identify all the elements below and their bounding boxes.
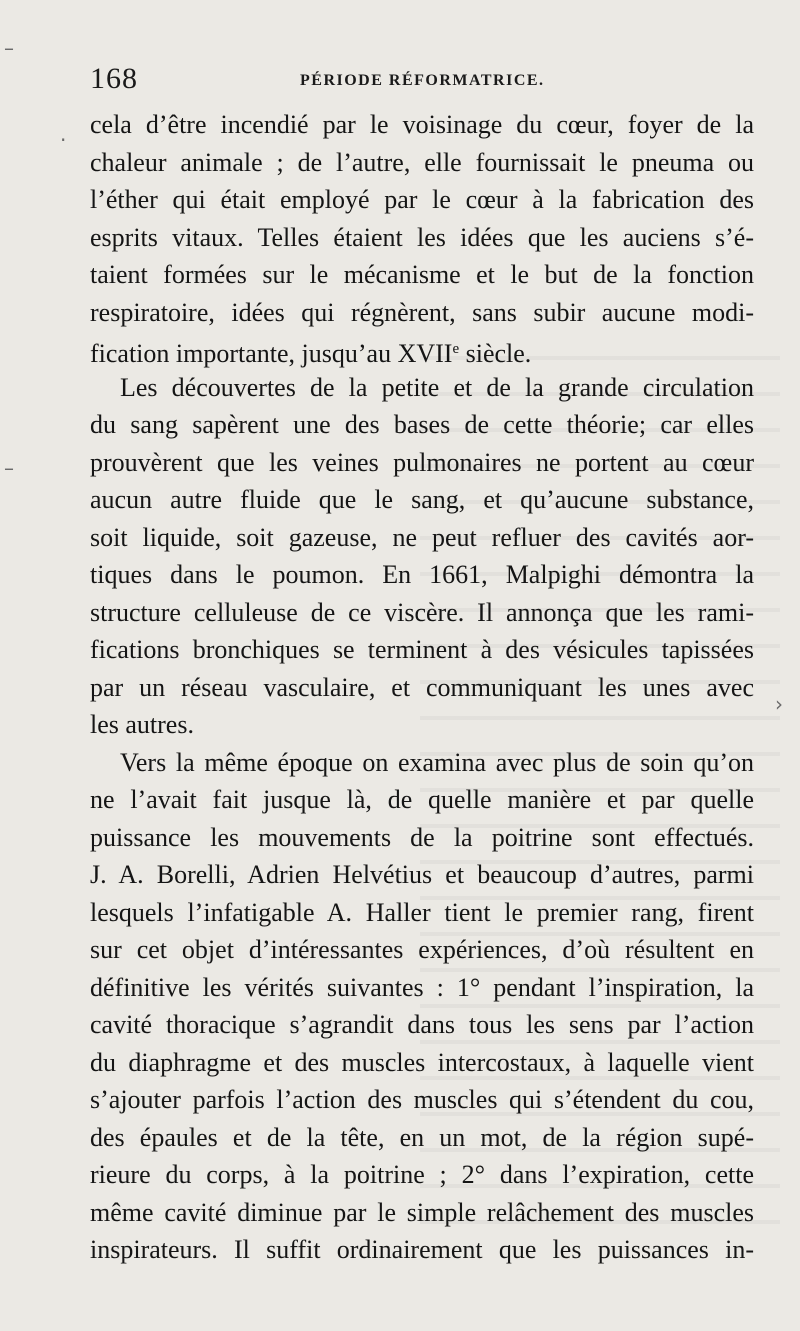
text-line: cela d’être incendié par le voisinage du cœur, foyer de la	[90, 110, 754, 139]
margin-dash-mark: –	[4, 36, 14, 60]
page-number: 168	[90, 62, 138, 95]
text-line: soit liquide, soit gazeuse, ne peut refluer des cavités aor-	[90, 522, 754, 552]
text-line: même cavité diminue par le simple relâchement des muscles	[90, 1197, 754, 1227]
text-line: Vers la même époque on examina avec plus de soin qu’on	[120, 747, 754, 777]
page-header	[90, 62, 750, 102]
text-line: structure celluleuse de ce viscère. Il annonça que les rami-	[90, 597, 754, 627]
text-line: tiques dans le poumon. En 1661, Malpighi démontra la	[90, 560, 754, 589]
text-line: définitive les vérités suivantes : 1° pendant l’inspiration, la	[90, 972, 754, 1002]
text-line-part: siècle.	[459, 339, 532, 368]
text-superscript: e	[452, 341, 460, 357]
text-line: puissance les mouvements de la poitrine sont effectués.	[90, 822, 754, 852]
text-line: esprits vitaux. Telles étaient les idées que les auciens s’é-	[90, 222, 754, 252]
body-text	[90, 106, 754, 1269]
text-line: des épaules et de la tête, en un mot, de la région supé-	[90, 1122, 754, 1152]
text-line: fications bronchiques se terminent à des vésicules tapissées	[90, 635, 754, 664]
margin-dot-mark: .	[60, 122, 67, 146]
text-line: prouvèrent que les veines pulmonaires ne portent au cœur	[90, 447, 754, 477]
text-line: rieure du corps, à la poitrine ; 2° dans l’expiration, cette	[90, 1160, 754, 1189]
text-line: Les découvertes de la petite et de la grande circulation	[120, 372, 754, 402]
text-line: aucun autre fluide que le sang, et qu’aucune substance,	[90, 485, 754, 514]
text-line: cavité thoracique s’agrandit dans tous les sens par l’action	[90, 1010, 754, 1039]
text-line-part: fication importante, jusqu’au XVII	[90, 339, 453, 368]
text-line: lesquels l’infatigable A. Haller tient le premier rang, firent	[90, 897, 754, 927]
text-line: l’éther qui était employé par le cœur à la fabrication des	[90, 185, 754, 214]
text-line: les autres.	[90, 710, 194, 739]
text-line: respiratoire, idées qui régnèrent, sans subir aucune modi-	[90, 297, 754, 327]
text-line: chaleur animale ; de l’autre, elle fournissait le pneuma ou	[90, 147, 754, 177]
running-title: PÉRIODE RÉFORMATRICE.	[300, 72, 545, 89]
text-line	[90, 331, 754, 369]
text-line: J. A. Borelli, Adrien Helvétius et beaucoup d’autres, parmi	[90, 860, 754, 889]
text-line: ne l’avait fait jusque là, de quelle manière et par quelle	[90, 785, 754, 814]
text-line: sur cet objet d’intéressantes expériences, d’où résultent en	[90, 935, 754, 964]
text-line: inspirateurs. Il suffit ordinairement que les puissances in-	[90, 1235, 754, 1264]
margin-dash-mark: –	[4, 456, 14, 480]
text-line: du sang sapèrent une des bases de cette théorie; car elles	[90, 410, 754, 439]
text-line: par un réseau vasculaire, et communiquant les unes avec	[90, 672, 754, 702]
text-line: du diaphragme et des muscles intercostaux, à laquelle vient	[90, 1047, 754, 1077]
margin-tick-mark: ›	[775, 692, 783, 716]
text-line: taient formées sur le mécanisme et le but de la fonction	[90, 260, 754, 289]
text-line: s’ajouter parfois l’action des muscles qui s’étendent du cou,	[90, 1085, 754, 1114]
